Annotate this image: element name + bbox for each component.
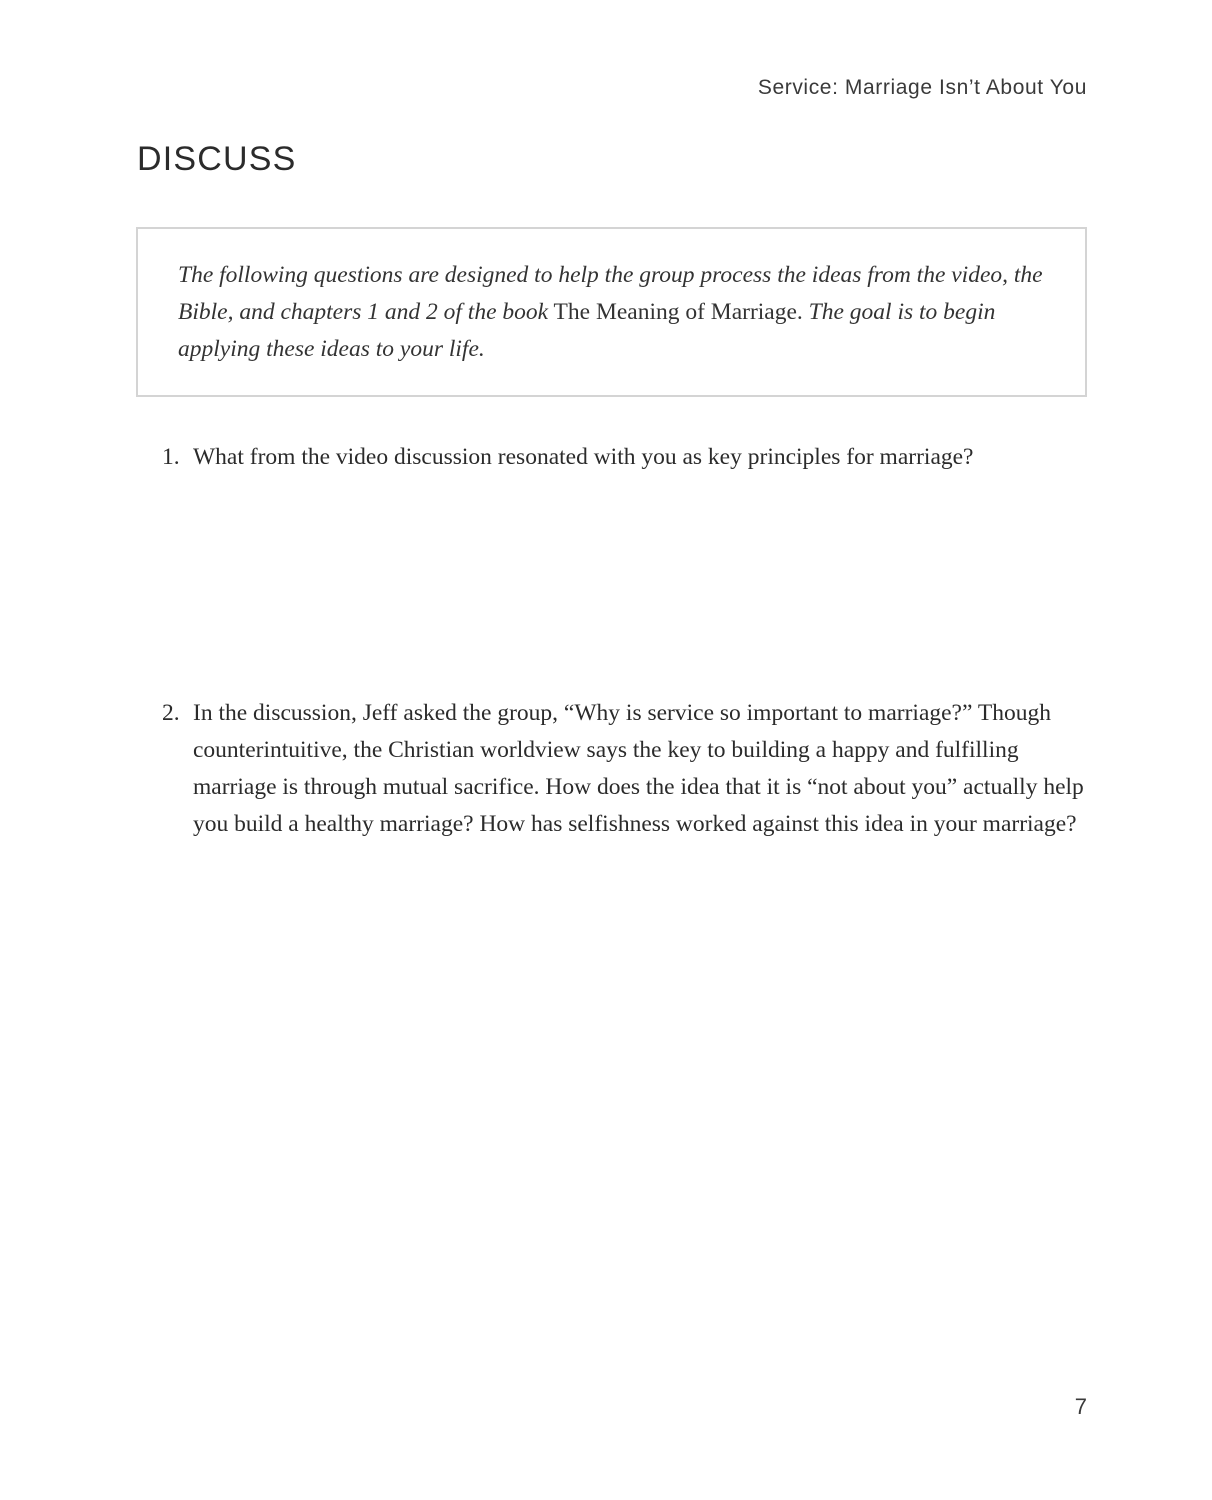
question-item xyxy=(162,439,1092,476)
question-item xyxy=(162,695,1092,843)
intro-text-part1: The following questions are designed to help the group process the ideas from the video, the Bible, and chapters 1 and 2 of the book xyxy=(178,262,1043,325)
section-title: DISCUSS xyxy=(137,140,297,178)
intro-box xyxy=(136,227,1087,397)
intro-text-part2: The goal is to begin applying these ideas to your life. xyxy=(178,299,996,362)
question-text: What from the video discussion resonated with you as key principles for marriage? xyxy=(193,444,974,470)
question-number: 1. xyxy=(162,444,180,470)
question-text: In the discussion, Jeff asked the group, “Why is service so important to marriage?” Though counterintuitive, the Christian worldview says the key to building a happy and fulfilling marriage is through mutual sacrifice. How does the idea that it is “not about you” actually help you build a healthy marriage? How has selfishness worked against this idea in your marriage? xyxy=(193,700,1084,837)
page-number: 7 xyxy=(1074,1394,1087,1419)
intro-book-title: The Meaning of Marriage. xyxy=(548,299,803,325)
running-header: Service: Marriage Isn’t About You xyxy=(757,76,1087,99)
question-number: 2. xyxy=(162,700,180,726)
